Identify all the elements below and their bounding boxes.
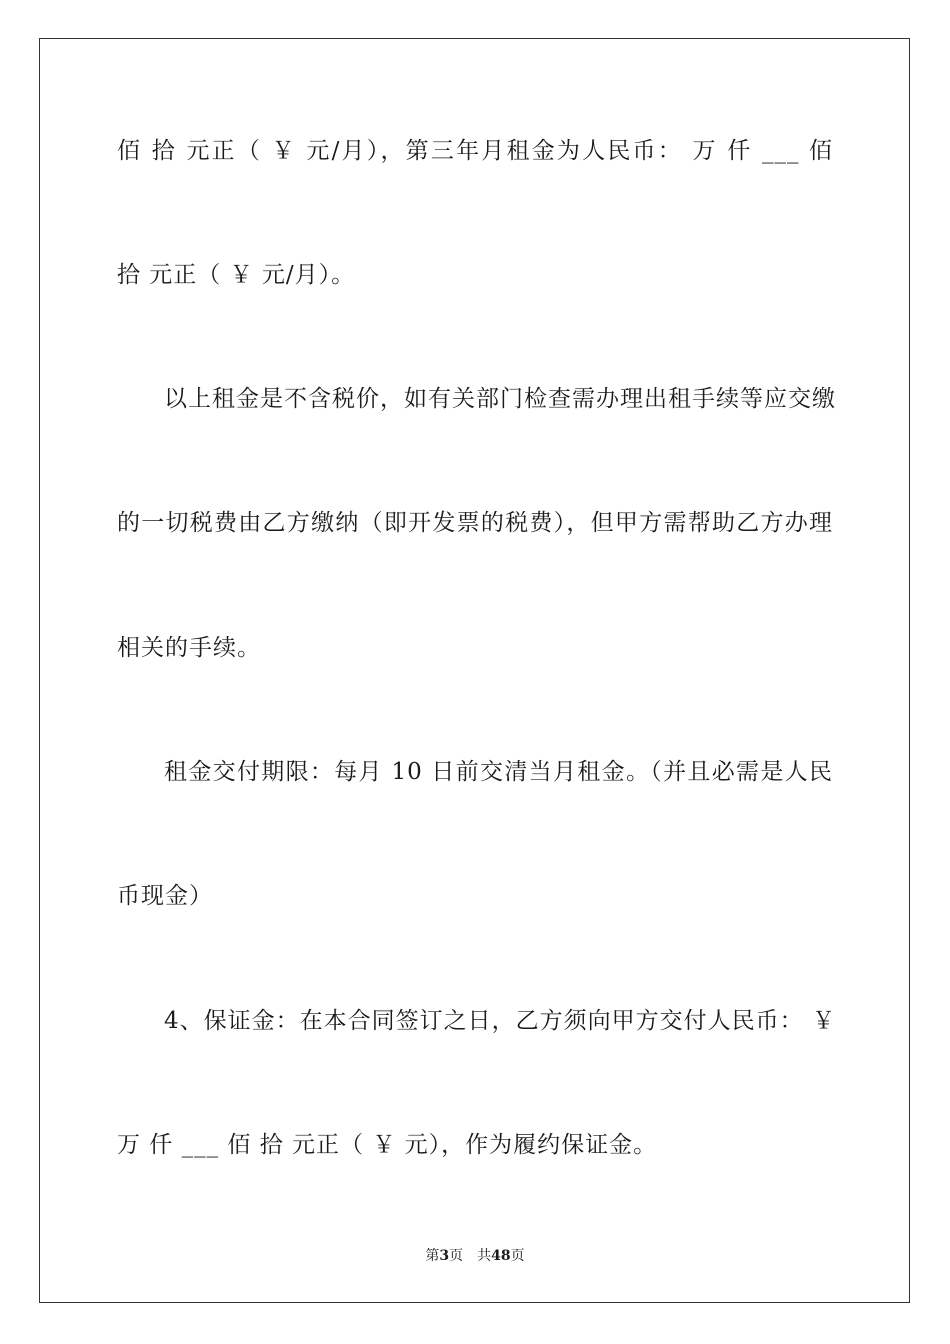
text-line-4: 的一切税费由乙方缴纳（即开发票的税费），但甲方需帮助乙方办理 [117, 510, 833, 536]
footer-total-prefix: 共 [477, 1248, 492, 1264]
page-footer [0, 1246, 950, 1266]
footer-total-suffix: 页 [510, 1248, 525, 1264]
text-line-6: 租金交付期限：每月 10 日前交清当月租金。（并且必需是人民 [164, 759, 833, 785]
footer-total-pages: 48 [491, 1248, 511, 1264]
text-line-5: 相关的手续。 [117, 635, 261, 661]
page-border [39, 38, 910, 1303]
footer-page-suffix: 页 [449, 1248, 464, 1264]
text-line-7: 币现金） [117, 883, 213, 909]
footer-page-number: 3 [439, 1248, 450, 1264]
footer-page-prefix: 第 [425, 1248, 440, 1264]
text-line-8: 4、保证金：在本合同签订之日，乙方须向甲方交付人民币： ￥ [164, 1008, 836, 1034]
text-line-9: 万 仟 ___ 佰 拾 元正（ ￥ 元），作为履约保证金。 [117, 1132, 658, 1158]
text-line-3: 以上租金是不含税价，如有关部门检查需办理出租手续等应交缴 [164, 386, 836, 412]
text-line-1: 佰 拾 元正（ ￥ 元/月），第三年月租金为人民币： 万 仟 ___ 佰 [117, 138, 833, 164]
text-line-2: 拾 元正（ ￥ 元/月）。 [117, 262, 356, 288]
